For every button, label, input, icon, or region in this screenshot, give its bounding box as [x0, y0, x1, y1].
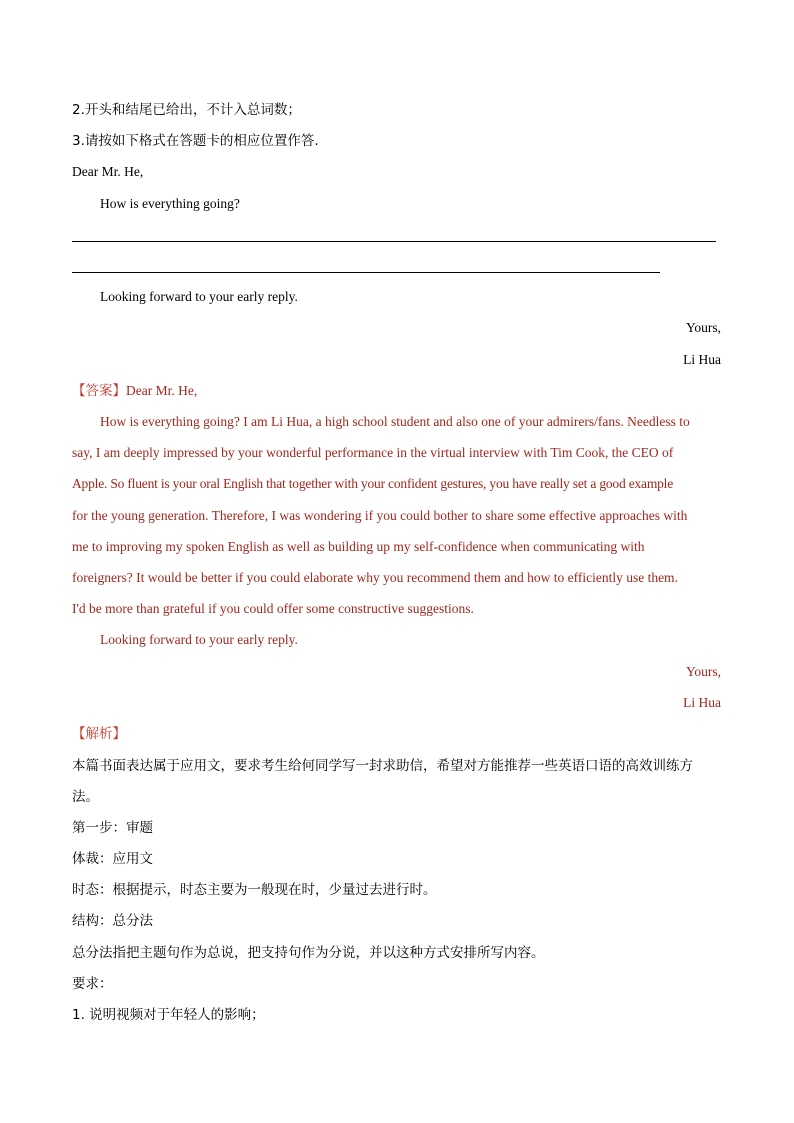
analysis-intro-line-2: 法。	[72, 789, 99, 805]
analysis-structure: 结构：总分法	[72, 913, 153, 929]
answer-signature: Li Hua	[683, 695, 721, 710]
answer-header	[72, 381, 197, 401]
analysis-tag: 【解析】	[72, 726, 126, 742]
answer-greeting: Dear Mr. He,	[126, 383, 198, 398]
analysis-genre: 体裁：应用文	[72, 851, 153, 867]
answer-tag: 【答案】	[72, 383, 126, 399]
answer-line: for the young generation. Therefore, I was wondering if you could bother to share some effective approaches with	[72, 508, 688, 523]
analysis-step-1: 第一步：审题	[72, 820, 153, 836]
answer-line: say, I am deeply impressed by your wonderful performance in the virtual interview with Tim Cook, the CEO of	[72, 445, 674, 460]
answer-signoff: Yours,	[685, 664, 721, 679]
answer-line: foreigners? It would be better if you could elaborate why you recommend them and how to efficiently use them.	[72, 570, 678, 585]
template-signoff: Yours,	[685, 320, 721, 335]
analysis-tense: 时态：根据提示，时态主要为一般现在时，少量过去进行时。	[72, 882, 437, 898]
analysis-structure-desc: 总分法指把主题句作为总说，把支持句作为分说，并以这种方式安排所写内容。	[72, 945, 545, 961]
analysis-requirements: 要求：	[72, 976, 113, 992]
answer-line: Apple. So fluent is your oral English that together with your confident gestures, you have really set a good example	[72, 476, 674, 491]
answer-line: me to improving my spoken English as well as building up my self-confidence when communicating with	[72, 539, 645, 554]
writing-line-1	[72, 241, 716, 242]
analysis-intro-line-1: 本篇书面表达属于应用文，要求考生给何同学写一封求助信，希望对方能推荐一些英语口语的高效训练方	[72, 758, 693, 774]
answer-line: How is everything going? I am Li Hua, a high school student and also one of your admirers/fans. Needless to	[100, 414, 690, 429]
analysis-requirement-1: 1. 说明视频对于年轻人的影响；	[72, 1007, 265, 1023]
answer-closing: Looking forward to your early reply.	[100, 632, 298, 647]
instruction-item-3: 3.请按如下格式在答题卡的相应位置作答.	[72, 133, 319, 149]
template-greeting: Dear Mr. He,	[72, 164, 144, 179]
template-signature: Li Hua	[683, 352, 721, 367]
answer-line: I'd be more than grateful if you could offer some constructive suggestions.	[72, 601, 474, 616]
template-closing: Looking forward to your early reply.	[100, 289, 298, 304]
template-opening: How is everything going?	[100, 196, 240, 211]
instruction-item-2: 2.开头和结尾已给出，不计入总词数；	[72, 102, 301, 118]
writing-line-2	[72, 272, 660, 273]
